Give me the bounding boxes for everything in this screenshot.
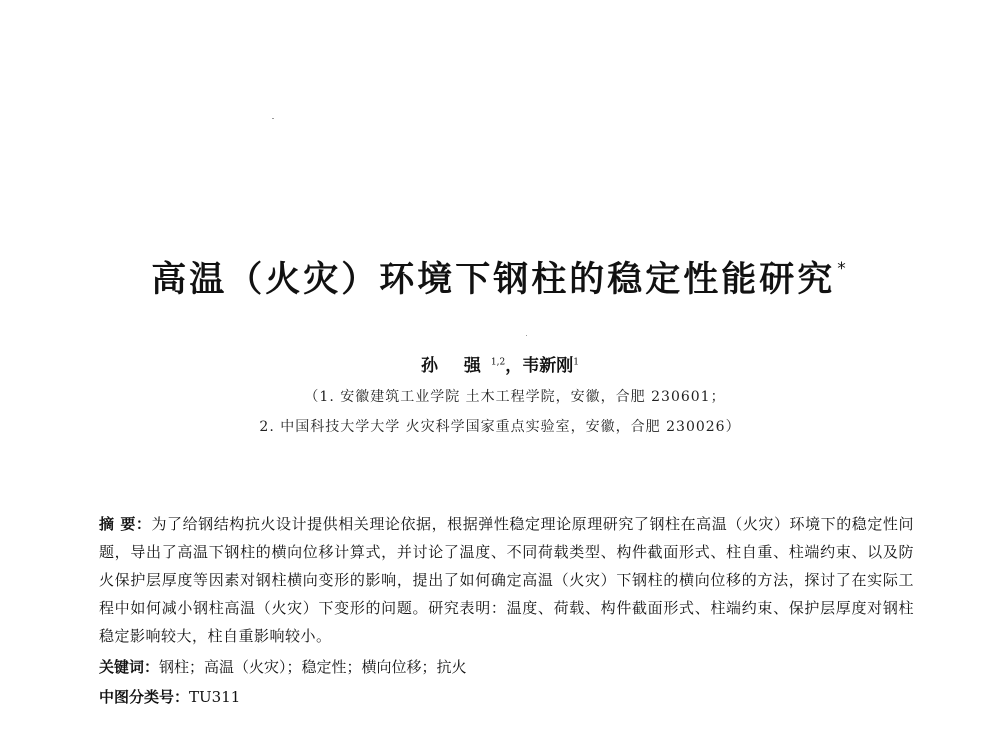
- paper-title-text: 高温（火灾）环境下钢柱的稳定性能研究: [151, 260, 836, 300]
- author-separator: ，: [505, 356, 523, 376]
- author-line: [0, 351, 1000, 376]
- affiliation-2: 2. 中国科技大学大学 火灾科学国家重点实验室，安徽，合肥 230026）: [259, 419, 741, 435]
- author-2-affiliation-mark: 1: [573, 357, 579, 368]
- paper-title: [0, 252, 1000, 302]
- classification-label: 中图分类号：: [99, 688, 190, 706]
- scan-speck: [526, 335, 527, 336]
- abstract-block: [99, 510, 914, 650]
- scan-speck: [272, 118, 274, 119]
- keywords-label: 关键词：: [99, 658, 160, 676]
- abstract-text: 为了给钢结构抗火设计提供相关理论依据，根据弹性稳定理论原理研究了钢柱在高温（火灾）环境下的稳定性问题，导出了高温下钢柱的横向位移计算式，并讨论了温度、不同荷载类型、构件截面形式、柱自重、柱端约束、以及防火保护层厚度等因素对钢柱横向变形的影响，提出了如何确定高温（火灾）下钢柱的横向位移的方法，探讨了在实际工程中如何减小钢柱高温（火灾）下变形的问题。研究表明：温度、荷载、构件截面形式、柱端约束、保护层厚度对钢柱稳定影响较大，柱自重影响较小。: [99, 515, 914, 645]
- keywords-line: [99, 656, 467, 677]
- title-footnote-mark: *: [837, 259, 849, 280]
- classification-code: TU311: [189, 688, 241, 706]
- author-2: 韦新刚: [522, 356, 574, 376]
- affiliation-1: （1. 安徽建筑工业学院 土木工程学院，安徽，合肥 230601；: [304, 389, 726, 405]
- author-1: 孙 强: [421, 356, 491, 376]
- keywords-text: 钢柱；高温（火灾）；稳定性；横向位移；抗火: [159, 658, 467, 676]
- abstract-label: 摘 要：: [99, 515, 152, 533]
- classification-line: [99, 686, 240, 707]
- author-1-affiliation-mark: 1,2: [490, 357, 506, 368]
